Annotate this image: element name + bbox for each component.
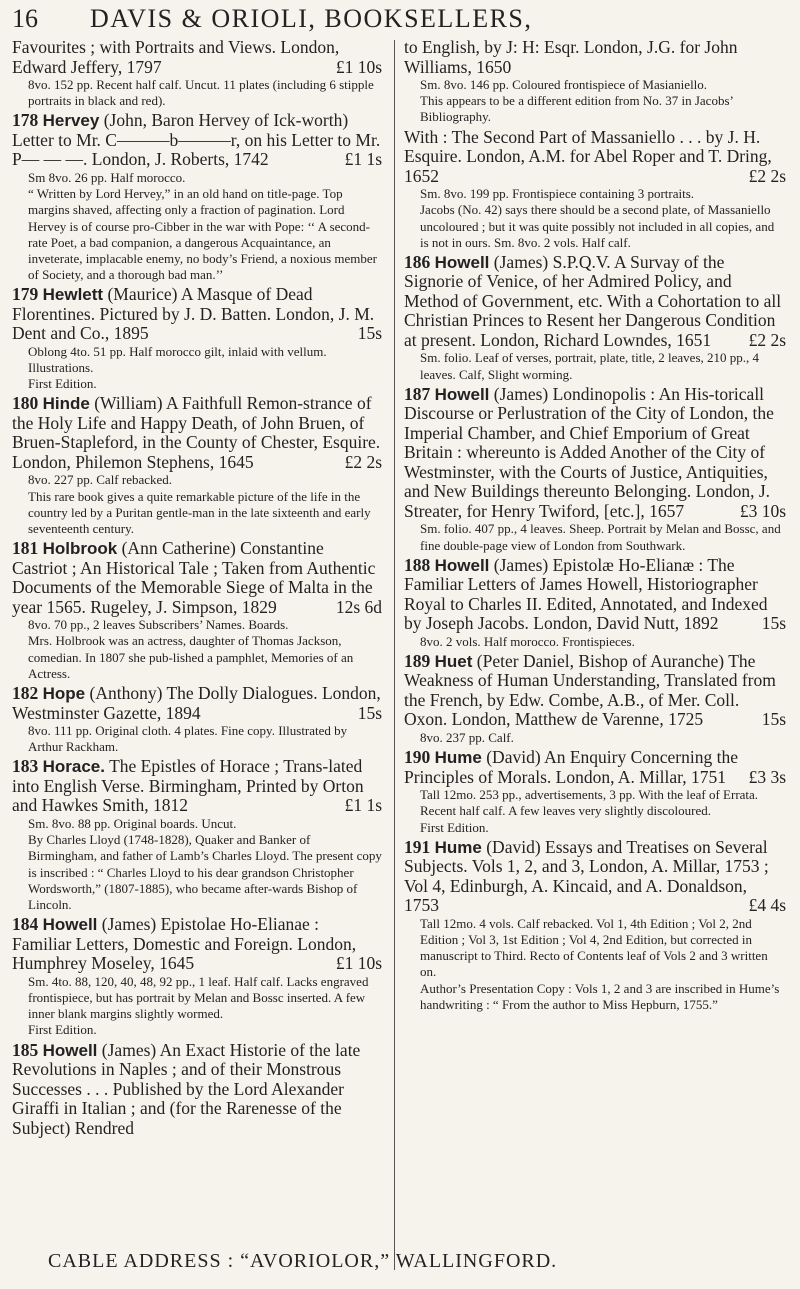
entry-author: Hewlett	[42, 285, 104, 305]
entry-details: Tall 12mo. 4 vols. Calf rebacked. Vol 1, 4th Edition ; Vol 2, 2nd Edition ; Vol 3, 1st Edition ; Vol 4, 2nd Edition, but corrected in manuscript to Third. Recto of Contents leaf of Vols 2 and 3 written on.	[420, 915, 768, 980]
entry-lead	[12, 684, 382, 723]
entry-lead	[404, 556, 786, 634]
entry-note: Author’s Presentation Copy : Vols 1, 2 and 3 are inscribed in Hume’s handwriting : “ From the author to Miss Hepburn, 1755.”	[420, 980, 780, 1012]
entry-number: 179	[12, 284, 39, 305]
entry-number: 183	[12, 756, 39, 777]
page-number: 16	[12, 4, 38, 33]
catalogue-entry	[12, 285, 382, 392]
entry-price: £2 2s	[344, 451, 382, 472]
entry-price: 12s 6d	[335, 596, 382, 617]
entry-number: 180	[12, 393, 39, 414]
catalogue-entry	[404, 556, 786, 650]
entry-lead	[404, 748, 786, 787]
entry-price: £3 3s	[748, 766, 786, 787]
catalogue-entry	[12, 1041, 382, 1139]
entry-author: Hume	[434, 748, 482, 768]
entry-description: (Maurice) A Masque of Dead Florentines. Pictured by J. D. Batten. London, J. M. Dent and Co., 1895	[12, 284, 375, 344]
entry-price: £2 2s	[748, 329, 786, 350]
entry-lead	[12, 915, 382, 974]
bookseller-title: DAVIS & ORIOLI, BOOKSELLERS,	[90, 4, 533, 33]
entry-description: (Ann Catherine) Constantine Castriot ; An Historical Tale ; Taken from Authentic Documents of the Memorable Siege of Malta in the year 1565. Rugeley, J. Simpson, 1829	[12, 538, 376, 617]
entry-description: to English, by J: H: Esqr. London, J.G. for John Williams, 1650	[404, 37, 738, 77]
entry-note: By Charles Lloyd (1748-1828), Quaker and Banker of Birmingham, and father of Lamb’s Charles Lloyd. The present copy is inscribed : “ Charles Lloyd to his dear grandson Christopher Wordsworth,” (1807-1885), who became after-wards Bishop of Lincoln.	[28, 832, 382, 912]
entry-lead	[12, 38, 382, 77]
entry-price: £4 4s	[748, 895, 786, 916]
entry-number: 191	[404, 836, 431, 857]
entry-author: Hinde	[42, 394, 90, 414]
entry-number: 189	[404, 650, 431, 671]
entry-note: Mrs. Holbrook was an actress, daughter of Thomas Jackson, comedian. In 1807 she pub-lished a pamphlet, Memories of an Actress.	[28, 633, 354, 681]
entry-number: 178	[12, 110, 39, 131]
entry-author: Huet	[434, 651, 473, 671]
entry-lead	[12, 285, 382, 344]
entry-author: Horace.	[42, 757, 105, 777]
entry-number: 188	[404, 554, 431, 575]
entry-author: Howell	[42, 915, 98, 935]
cable-address-footer: CABLE ADDRESS : “AVORIOLOR,” WALLINGFORD.	[48, 1250, 558, 1272]
entry-details: Sm. folio. 407 pp., 4 leaves. Sheep. Portrait by Melan and Bossc, and fine double-page view of London from Southwark.	[420, 521, 781, 553]
entry-details: Sm 8vo. 26 pp. Half morocco.	[28, 169, 186, 185]
entry-details: 8vo. 2 vols. Half morocco. Frontispieces.	[420, 633, 635, 649]
catalogue-entry	[12, 394, 382, 537]
entry-lead	[12, 1041, 382, 1139]
entry-number: 182	[12, 683, 39, 704]
entry-note: First Edition.	[420, 819, 489, 835]
entry-price: £1 1s	[344, 795, 382, 816]
entry-description: (James) S.P.Q.V. A Survay of the Signorie of Venice, of her Admired Policy, and Method of Government, etc. With a Cohortation to all Christian Princes to Resent her Dangerous Condition at present. London, Richard Lowndes, 1651	[404, 251, 782, 350]
column-divider	[394, 40, 395, 1270]
entry-details: 8vo. 70 pp., 2 leaves Subscribers’ Names. Boards.	[28, 617, 289, 633]
entry-lead	[404, 838, 786, 916]
catalogue-entry	[12, 915, 382, 1038]
entry-note: First Edition.	[28, 1022, 97, 1038]
entry-price: £3 10s	[739, 500, 786, 521]
entry-description: (John, Baron Hervey of Ick-worth) Letter to Mr. C———b———r, on his Letter to Mr. P— — —. London, J. Roberts, 1742	[12, 110, 381, 170]
entry-price: £1 1s	[344, 149, 382, 170]
left-column	[12, 38, 382, 1140]
entry-description: (David) An Enquiry Concerning the Principles of Morals. London, A. Millar, 1751	[404, 747, 738, 787]
entry-description: The Epistles of Horace ; Trans-lated into English Verse. Birmingham, Printed by Orton and Hawkes Smith, 1812	[12, 756, 364, 816]
catalogue-entry	[12, 757, 382, 913]
catalogue-entry	[404, 128, 786, 251]
entry-number: 181	[12, 538, 39, 559]
entry-details: Sm. 8vo. 88 pp. Original boards. Uncut.	[28, 815, 237, 831]
entry-description: (William) A Faithfull Remon-strance of the Holy Life and Happy Death, of John Bruen, of Bruen-Stapleford, in the County of Chester, Esquire. London, Philemon Stephens, 1645	[12, 393, 381, 472]
catalogue-entry	[404, 652, 786, 746]
entry-details: 8vo. 237 pp. Calf.	[420, 729, 514, 745]
entry-details: Tall 12mo. 253 pp., advertisements, 3 pp. With the leaf of Errata. Recent half calf. A few leaves very slightly discoloured.	[420, 787, 759, 819]
catalogue-entry	[12, 684, 382, 755]
entry-description: Favourites ; with Portraits and Views. London, Edward Jeffery, 1797	[12, 37, 340, 77]
entry-lead	[404, 385, 786, 522]
entry-lead	[12, 539, 382, 617]
entry-description: (Peter Daniel, Bishop of Auranche) The Weakness of Human Understanding, Translated from the French, by Edw. Combe, A.B., of Mer. Coll. Oxon. London, Matthew de Varenne, 1725	[404, 650, 776, 730]
catalogue-entry	[404, 838, 786, 1013]
entry-number: 187	[404, 383, 431, 404]
entry-note: Jacobs (No. 42) says there should be a second plate, of Massaniello uncoloured ; but it was quite possibly not included in all copies, and is not in ours. Sm. 8vo. 2 vols. Half calf.	[420, 202, 775, 250]
catalogue-entry	[404, 253, 786, 383]
entry-author: Hervey	[42, 111, 100, 131]
entry-lead	[12, 757, 382, 816]
entry-author: Hope	[42, 684, 86, 704]
entry-description: With : The Second Part of Massaniello . . . by J. H. Esquire. London, A.M. for Abel Roper and T. Dring, 1652	[404, 126, 772, 186]
entry-number: 184	[12, 914, 39, 935]
entry-number: 186	[404, 251, 431, 272]
entry-details: Sm. 4to. 88, 120, 40, 48, 92 pp., 1 leaf. Half calf. Lacks engraved frontispiece, but has portrait by Melan and Bossc inserted. A few inner blank margins slightly wormed.	[28, 973, 369, 1022]
entry-description: (James) An Exact Historie of the late Revolutions in Naples ; and of their Monstrous Successes . . . Published by the Lord Alexander Giraffi in Italian ; and (for the Rarenesse of the Subject) Rendred	[12, 1039, 361, 1138]
catalogue-entry	[12, 539, 382, 682]
entry-description: (James) Londinopolis : An His-toricall Discourse or Perlustration of the City of London, the Imperial Chamber, and Chief Emporium of Great Britain : whereunto is Added Another of the City of Westminster, with the Courts of Justice, Antiquities, and New Buildings thereunto Belonging. London, J. Streater, for Henry Twiford, [etc.], 1657	[404, 383, 774, 521]
catalogue-entry	[12, 111, 382, 283]
entry-number: 190	[404, 747, 431, 768]
entry-note: “ Written by Lord Hervey,” in an old hand on title-page. Top margins shaved, affecting only a fraction of pagination. Lord Hervey is of course pro-Cibber in the war with Pope: ‘‘ A second-rate Poet, a bad companion, a dangerous Acquaintance, an inveterate, implacable enemy, no body’s Friend, a noxious member of Society, and a thorough bad man.’’	[28, 186, 377, 283]
entry-details: 8vo. 227 pp. Calf rebacked.	[28, 472, 173, 488]
catalogue-entry	[12, 38, 382, 109]
entry-description: (Anthony) The Dolly Dialogues. London, Westminster Gazette, 1894	[12, 683, 381, 723]
entry-price: 15s	[761, 709, 786, 730]
entry-author: Howell	[434, 555, 490, 575]
entry-price: £2 2s	[748, 165, 786, 186]
entry-price: 15s	[761, 613, 786, 634]
entry-author: Holbrook	[42, 539, 118, 559]
entry-author: Hume	[434, 837, 482, 857]
entry-note: First Edition.	[28, 376, 97, 392]
entry-author: Howell	[434, 384, 490, 404]
entry-details: Sm. 8vo. 199 pp. Frontispiece containing 3 portraits.	[420, 186, 695, 202]
entry-description: (James) Epistolae Ho-Elianae : Familiar Letters, Domestic and Foreign. London, Humphrey Moseley, 1645	[12, 914, 357, 974]
entry-lead	[12, 394, 382, 472]
entry-description: (David) Essays and Treatises on Several Subjects. Vols 1, 2, and 3, London, A. Millar, 1753 ; Vol 4, Edinburgh, A. Kincaid, and A. Donaldson, 1753	[404, 836, 769, 916]
catalogue-entry	[404, 385, 786, 554]
entry-number: 185	[12, 1039, 39, 1060]
right-column	[404, 38, 786, 1015]
entry-details: Sm. folio. Leaf of verses, portrait, plate, title, 2 leaves, 210 pp., 4 leaves. Calf, Slight worming.	[420, 350, 759, 382]
entry-lead	[12, 111, 382, 170]
page-header	[12, 2, 792, 36]
entry-details: 8vo. 111 pp. Original cloth. 4 plates. Fine copy. Illustrated by Arthur Rackham.	[28, 723, 348, 755]
entry-price: 15s	[357, 323, 382, 344]
entry-note: This rare book gives a quite remarkable picture of the life in the country led by a Puritan gentle-man in the late sixteenth and early seventeenth century.	[28, 488, 371, 537]
entry-lead	[404, 253, 786, 351]
catalogue-entry	[404, 748, 786, 836]
entry-author: Howell	[42, 1040, 98, 1060]
entry-price: £1 10s	[335, 56, 382, 77]
entry-author: Howell	[434, 252, 490, 272]
entry-lead	[404, 128, 786, 187]
entry-lead	[404, 38, 786, 77]
entry-details: 8vo. 152 pp. Recent half calf. Uncut. 11 plates (including 6 stipple portraits in black and red).	[28, 77, 374, 109]
catalogue-entry	[404, 38, 786, 126]
entry-price: £1 10s	[335, 953, 382, 974]
entry-lead	[404, 652, 786, 730]
entry-note: This appears to be a different edition from No. 37 in Jacobs’ Bibliography.	[420, 93, 733, 125]
entry-details: Sm. 8vo. 146 pp. Coloured frontispiece of Masianiello.	[420, 77, 708, 92]
entry-details: Oblong 4to. 51 pp. Half morocco gilt, inlaid with vellum. Illustrations.	[28, 343, 327, 376]
entry-description: (James) Epistolæ Ho-Elianæ : The Familiar Letters of James Howell, Historiographer Royal to Charles II. Edited, Annotated, and Indexed by Joseph Jacobs. London, David Nutt, 1892	[404, 554, 768, 634]
entry-price: 15s	[357, 702, 382, 723]
